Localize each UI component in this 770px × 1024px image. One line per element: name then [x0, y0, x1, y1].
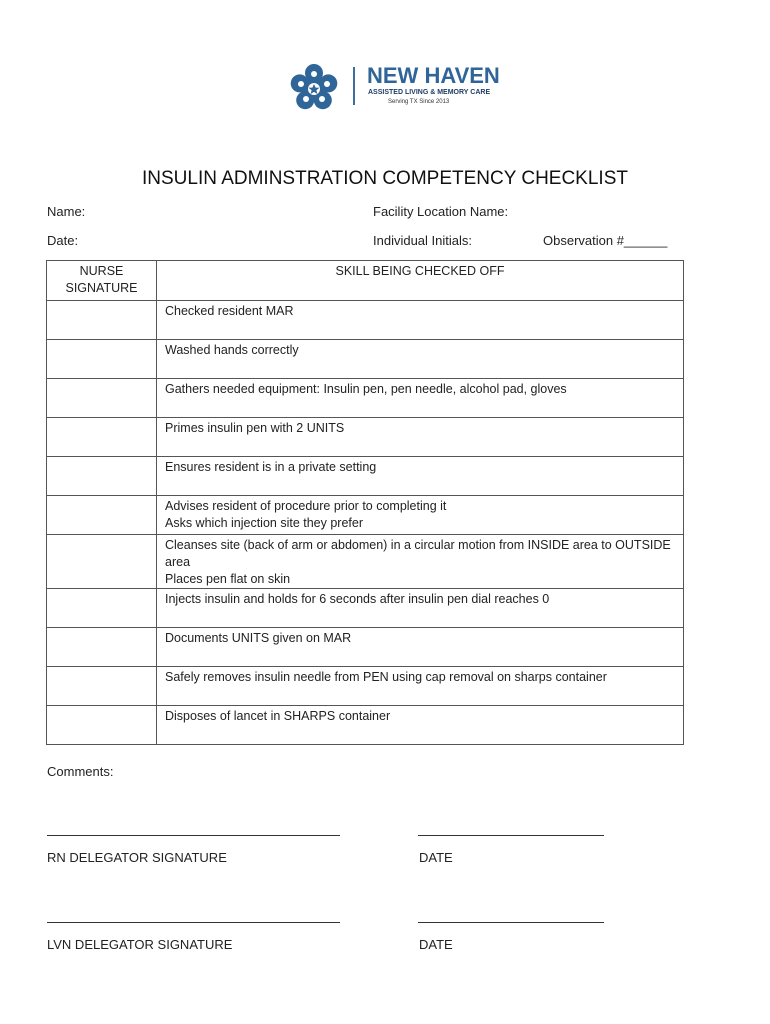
- skill-text: Places pen flat on skin: [165, 572, 291, 586]
- skill-text: Documents UNITS given on MAR: [165, 631, 352, 645]
- skill-cell: [157, 418, 684, 457]
- flower-logo-icon: [287, 61, 341, 115]
- rn-date-label: DATE: [419, 850, 453, 865]
- skill-text: Gathers needed equipment: Insulin pen, pen needle, alcohol pad, gloves: [165, 382, 567, 396]
- signature-cell[interactable]: [47, 457, 157, 496]
- skill-header: SKILL BEING CHECKED OFF: [157, 261, 684, 301]
- table-row: [47, 418, 684, 457]
- name-field-label: Name:: [47, 204, 86, 219]
- skill-text: Ensures resident is in a private setting: [165, 460, 377, 474]
- skill-cell: [157, 628, 684, 667]
- facility-field-label: Facility Location Name:: [373, 204, 509, 219]
- skill-text: Primes insulin pen with 2 UNITS: [165, 421, 345, 435]
- logo-subtitle: ASSISTED LIVING & MEMORY CARE: [368, 89, 491, 96]
- skill-cell: [157, 496, 684, 535]
- signature-cell[interactable]: [47, 340, 157, 379]
- signature-cell[interactable]: [47, 589, 157, 628]
- rn-signature-line[interactable]: [47, 835, 340, 836]
- observation-field-label: Observation #______: [543, 233, 668, 248]
- logo-tagline: Serving TX Since 2013: [388, 99, 450, 105]
- signature-cell[interactable]: [47, 667, 157, 706]
- page-title: INSULIN ADMINSTRATION COMPETENCY CHECKLIST: [142, 168, 628, 189]
- table-row: [47, 496, 684, 535]
- table-row: [47, 457, 684, 496]
- skill-text: Cleanses site (back of arm or abdomen) in a circular motion from INSIDE area to OUTSIDE area: [165, 538, 671, 569]
- signature-cell[interactable]: [47, 418, 157, 457]
- signature-cell[interactable]: [47, 706, 157, 745]
- logo-divider: [353, 67, 355, 105]
- skill-text: Injects insulin and holds for 6 seconds after insulin pen dial reaches 0: [165, 592, 550, 606]
- skill-text: Checked resident MAR: [165, 304, 294, 318]
- lvn-date-label: DATE: [419, 937, 453, 952]
- skill-text: Asks which injection site they prefer: [165, 516, 364, 530]
- skill-cell: [157, 379, 684, 418]
- signature-cell[interactable]: [47, 628, 157, 667]
- rn-date-line[interactable]: [418, 835, 604, 836]
- signature-cell[interactable]: [47, 301, 157, 340]
- signature-cell[interactable]: [47, 496, 157, 535]
- table-row: [47, 667, 684, 706]
- lvn-signature-line[interactable]: [47, 922, 340, 923]
- lvn-signature-label: LVN DELEGATOR SIGNATURE: [47, 937, 233, 952]
- table-row: [47, 301, 684, 340]
- skill-text: Disposes of lancet in SHARPS container: [165, 709, 391, 723]
- skill-text: Washed hands correctly: [165, 343, 299, 357]
- table-row: [47, 379, 684, 418]
- table-row: [47, 628, 684, 667]
- skill-cell: [157, 667, 684, 706]
- nurse-signature-header: NURSE SIGNATURE: [47, 261, 157, 301]
- comments-label: Comments:: [47, 764, 114, 779]
- table-row: [47, 589, 684, 628]
- skill-cell: [157, 340, 684, 379]
- date-field-label: Date:: [47, 233, 79, 248]
- rn-signature-label: RN DELEGATOR SIGNATURE: [47, 850, 227, 865]
- skill-text: Safely removes insulin needle from PEN using cap removal on sharps container: [165, 670, 607, 684]
- skill-cell: [157, 457, 684, 496]
- table-header-row: [47, 261, 684, 301]
- skill-cell: [157, 535, 684, 589]
- skill-cell: [157, 301, 684, 340]
- skill-cell: [157, 706, 684, 745]
- logo: [287, 61, 500, 117]
- signature-cell[interactable]: [47, 379, 157, 418]
- competency-checklist-table: [46, 260, 684, 745]
- skill-text: Advises resident of procedure prior to completing it: [165, 499, 447, 513]
- table-row: [47, 340, 684, 379]
- logo-name: NEW HAVEN: [367, 63, 500, 88]
- lvn-date-line[interactable]: [418, 922, 604, 923]
- table-row: [47, 706, 684, 745]
- table-row: [47, 535, 684, 589]
- initials-field-label: Individual Initials:: [373, 233, 472, 248]
- signature-cell[interactable]: [47, 535, 157, 589]
- skill-cell: [157, 589, 684, 628]
